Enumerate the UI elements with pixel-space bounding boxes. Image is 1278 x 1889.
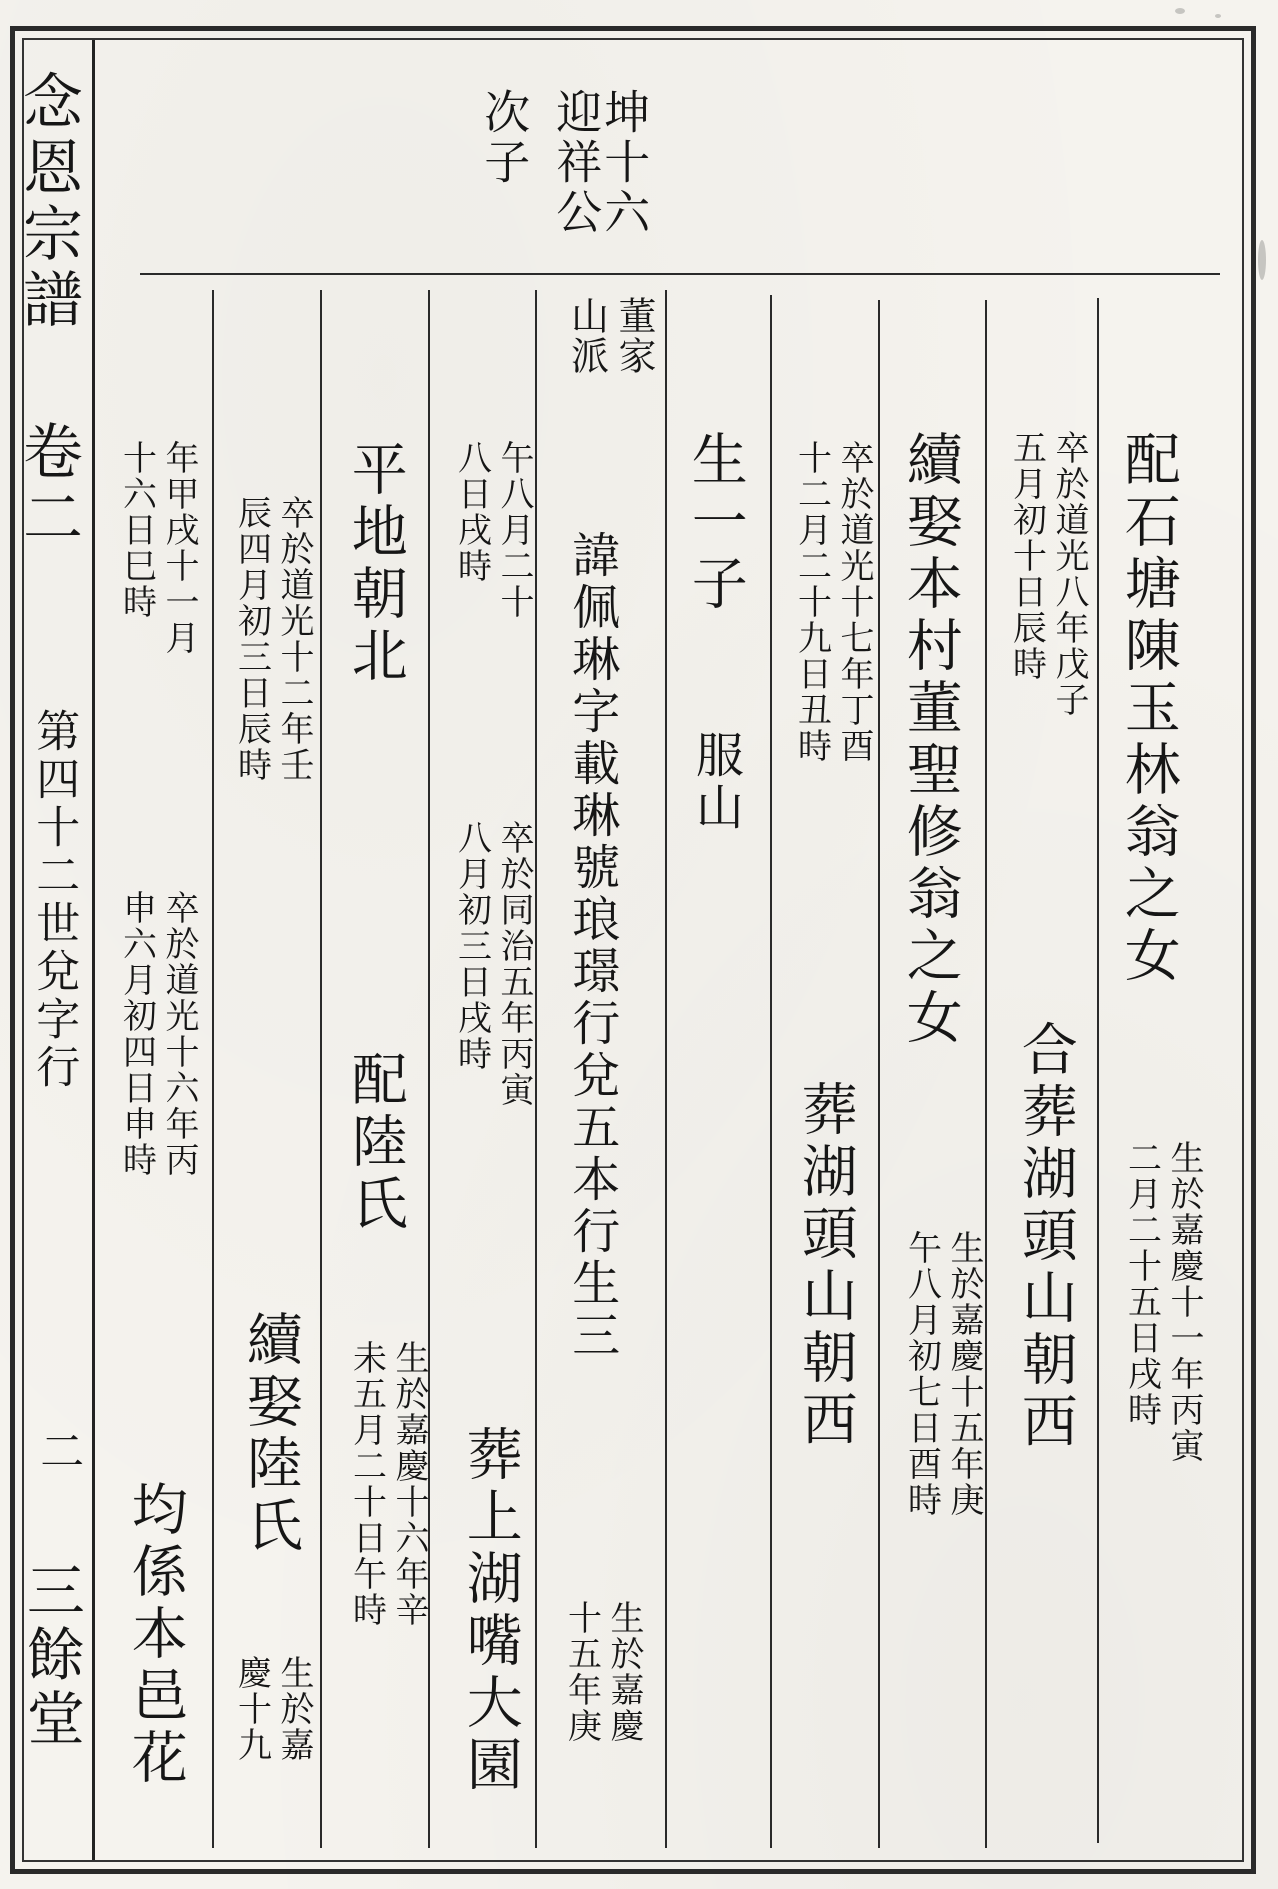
column-rule: [770, 295, 772, 1848]
column-8-main-2: 配陸氏: [342, 1050, 408, 1236]
column-4-main: 葬湖頭山朝西: [792, 1080, 858, 1452]
generation-label: 第四十二世兌字行: [28, 708, 80, 1092]
volume-label: 卷二: [13, 420, 83, 552]
top-block-rule: [140, 273, 1220, 275]
column-7-note-mid: 卒於同治五年丙寅 八月初三日戌時: [451, 820, 534, 1108]
ink-speck: [1175, 8, 1185, 14]
column-rule: [535, 290, 537, 1848]
column-6-main: 諱佩琳字載琳號琅璟行兌五本行生三: [563, 530, 620, 1362]
margin-divider: [92, 40, 95, 1860]
column-10-note-mid: 卒於道光十六年丙 申六月初四日申時: [116, 890, 199, 1178]
column-7-note-top: 午八月二十 八日戌時: [451, 440, 534, 620]
column-8-note: 生於嘉慶十六年辛 未五月二十日午時: [346, 1340, 429, 1628]
column-rule: [665, 290, 667, 1848]
column-5-sub: 服山: [687, 730, 744, 834]
column-9-note: 生於嘉 慶十九: [231, 1655, 314, 1763]
top-line-3: 次子: [477, 88, 532, 188]
column-rule: [320, 290, 322, 1848]
column-4-note-top: 卒於道光十七年丁酉 十二月二十九日丑時: [791, 440, 874, 764]
column-10-note-top: 年甲戌十一月 十六日巳時: [116, 440, 199, 656]
column-2-main: 合葬湖頭山朝西: [1012, 1020, 1078, 1454]
column-1-main: 配石塘陳玉林翁之女: [1115, 430, 1181, 988]
genealogy-title: 念恩宗譜: [13, 70, 83, 334]
column-rule: [985, 300, 987, 1848]
column-6-note-top: 董家 山派: [564, 296, 656, 376]
top-line-2: 迎祥公: [549, 88, 604, 238]
column-5-main: 生一子: [682, 430, 748, 616]
column-10-main: 均係本邑花: [122, 1480, 188, 1790]
column-9-note-top: 卒於道光十二年壬 辰四月初三日辰時: [231, 495, 314, 783]
ink-smudge: [1258, 240, 1266, 280]
ink-speck: [1215, 14, 1221, 18]
column-7-main: 葬上湖嘴大園: [457, 1425, 523, 1797]
column-2-note-top: 卒於道光八年戊子 五月初十日辰時: [1006, 430, 1089, 718]
column-3-main: 續娶本村董聖修翁之女: [897, 430, 963, 1050]
column-rule: [878, 300, 880, 1848]
column-9-main: 續娶陸氏: [237, 1310, 303, 1558]
column-6-note: 生於嘉慶 十五年庚: [561, 1600, 644, 1744]
hall-name: 三餘堂: [16, 1560, 85, 1752]
column-1-note: 生於嘉慶十一年丙寅 二月二十五日戌時: [1121, 1140, 1204, 1464]
top-line-1: 坤十六: [597, 88, 652, 238]
page-number: 二: [32, 1428, 84, 1476]
column-rule: [212, 290, 214, 1848]
column-rule: [1097, 298, 1099, 1843]
column-3-note: 生於嘉慶十五年庚 午八月初七日酉時: [901, 1230, 984, 1518]
column-8-main: 平地朝北: [342, 440, 408, 688]
